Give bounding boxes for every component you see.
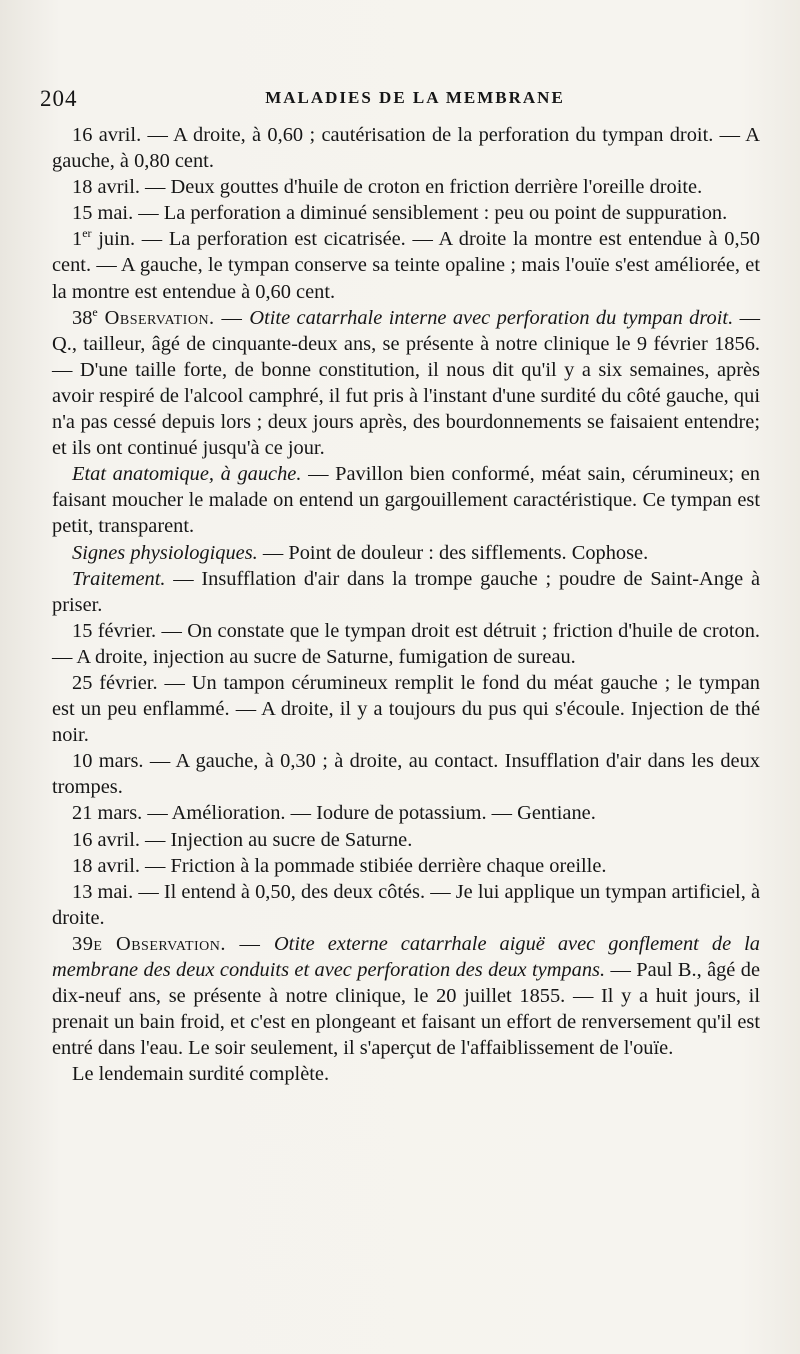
section-label: Signes physiologiques. [72,541,258,564]
page-number: 204 [40,86,78,111]
paragraph-15-fevrier: 15 février. — On constate que le tympan droit est détruit ; friction d'huile de croton. — A droite, injection au sucre de Saturne, fumigation de sureau. [52,619,760,668]
paragraph-1er-juin [52,226,760,304]
paragraph-25-fevrier: 25 février. — Un tampon cérumineux remplit le fond du méat gauche ; le tympan est un peu enflammé. — A droite, il y a toujours du pus qui s'écoule. Injection de thé noir. [52,671,760,747]
paragraph-text: juin. — La perforation est cicatrisée. — A droite la montre est entendue à 0,50 cent. — A gauche, le tympan conserve sa teinte opaline ; mais l'ouïe s'est améliorée, et la montre est entendue à 0,60 cent. [52,228,760,303]
observation-text: — Q., tailleur, âgé de cinquante-deux ans, se présente à notre clinique le 9 février 1856. — D'une taille forte, de bonne constitution, il nous dit qu'il y a six semaines, après avoir respiré de l'alcool camphré, il fut pris à l'instant d'une surdité du côté gauche, qui n'a pas cessé depuis lors ; deux jours après, des bourdonnements se faisaient entendre; et ils ont continué jusqu'à ce jour. [52,306,760,460]
observation-38 [52,305,760,462]
paragraph-16-avril-b: 16 avril. — Injection au sucre de Saturne. [72,828,413,851]
ordinal-suffix: er [82,226,92,241]
paragraph-text: — Pavillon bien conformé, méat sain, cérumineux; en faisant moucher le malade on entend un gargouillement caractéristique. Ce tympan est petit, transparent. [52,463,760,538]
section-label: Traitement. [72,567,166,590]
paragraph-text: — Insufflation d'air dans la trompe gauche ; poudre de Saint-Ange à priser. [52,567,760,616]
observation-title: Otite catarrhale interne avec perforation du tympan droit. [249,306,734,329]
date-number: 1 [72,228,83,251]
paragraph-lendemain: Le lendemain surdité complète. [72,1063,330,1086]
observation-text: — Paul B., âgé de dix-neuf ans, se présente à notre clinique, le 20 juillet 1855. — Il y a huit jours, il prenait un bain froid, et c'est en plongeant et faisant un effort de renversement qu'il est entré dans l'eau. Le soir seulement, il s'aperçut de l'affaiblissement de l'ouïe. [52,959,760,1060]
paragraph-10-mars: 10 mars. — A gauche, à 0,30 ; à droite, au contact. Insufflation d'air dans les deux trompes. [52,750,760,799]
paragraph-etat-anatomique [52,461,760,539]
body-text [52,122,760,1087]
paragraph-15-mai: 15 mai. — La perforation a diminué sensiblement : peu ou point de suppuration. [72,202,728,225]
paragraph-13-mai: 13 mai. — Il entend à 0,50, des deux côtés. — Je lui applique un tympan artificiel, à droite. [52,880,760,929]
observation-label: Observation. — [97,306,250,329]
paragraph-traitement [52,566,760,618]
paragraph-18-avril-b: 18 avril. — Friction à la pommade stibiée derrière chaque oreille. [72,854,607,877]
observation-number: 38 [72,306,93,329]
paragraph-18-avril: 18 avril. — Deux gouttes d'huile de croton en friction derrière l'oreille droite. [72,176,703,199]
paragraph-21-mars: 21 mars. — Amélioration. — Iodure de potassium. — Gentiane. [72,802,596,825]
observation-title: Otite externe catarrhale aiguë avec gonflement de la membrane des deux conduits et avec perforation des deux tympans. [52,932,761,981]
paragraph-16-avril: 16 avril. — A droite, à 0,60 ; cautérisation de la perforation du tympan droit. — A gauche, à 0,80 cent. [52,124,760,173]
page-header [0,86,800,116]
section-label: Etat anatomique, à gauche. [72,463,302,486]
paragraph-signes [52,540,760,566]
observation-label: 39e Observation. — [72,932,274,955]
ordinal-suffix: e [92,304,98,319]
paragraph-text: — Point de douleur : des sifflements. Cophose. [257,541,649,564]
observation-39 [52,931,760,1061]
running-head: MALADIES DE LA MEMBRANE [265,88,565,107]
